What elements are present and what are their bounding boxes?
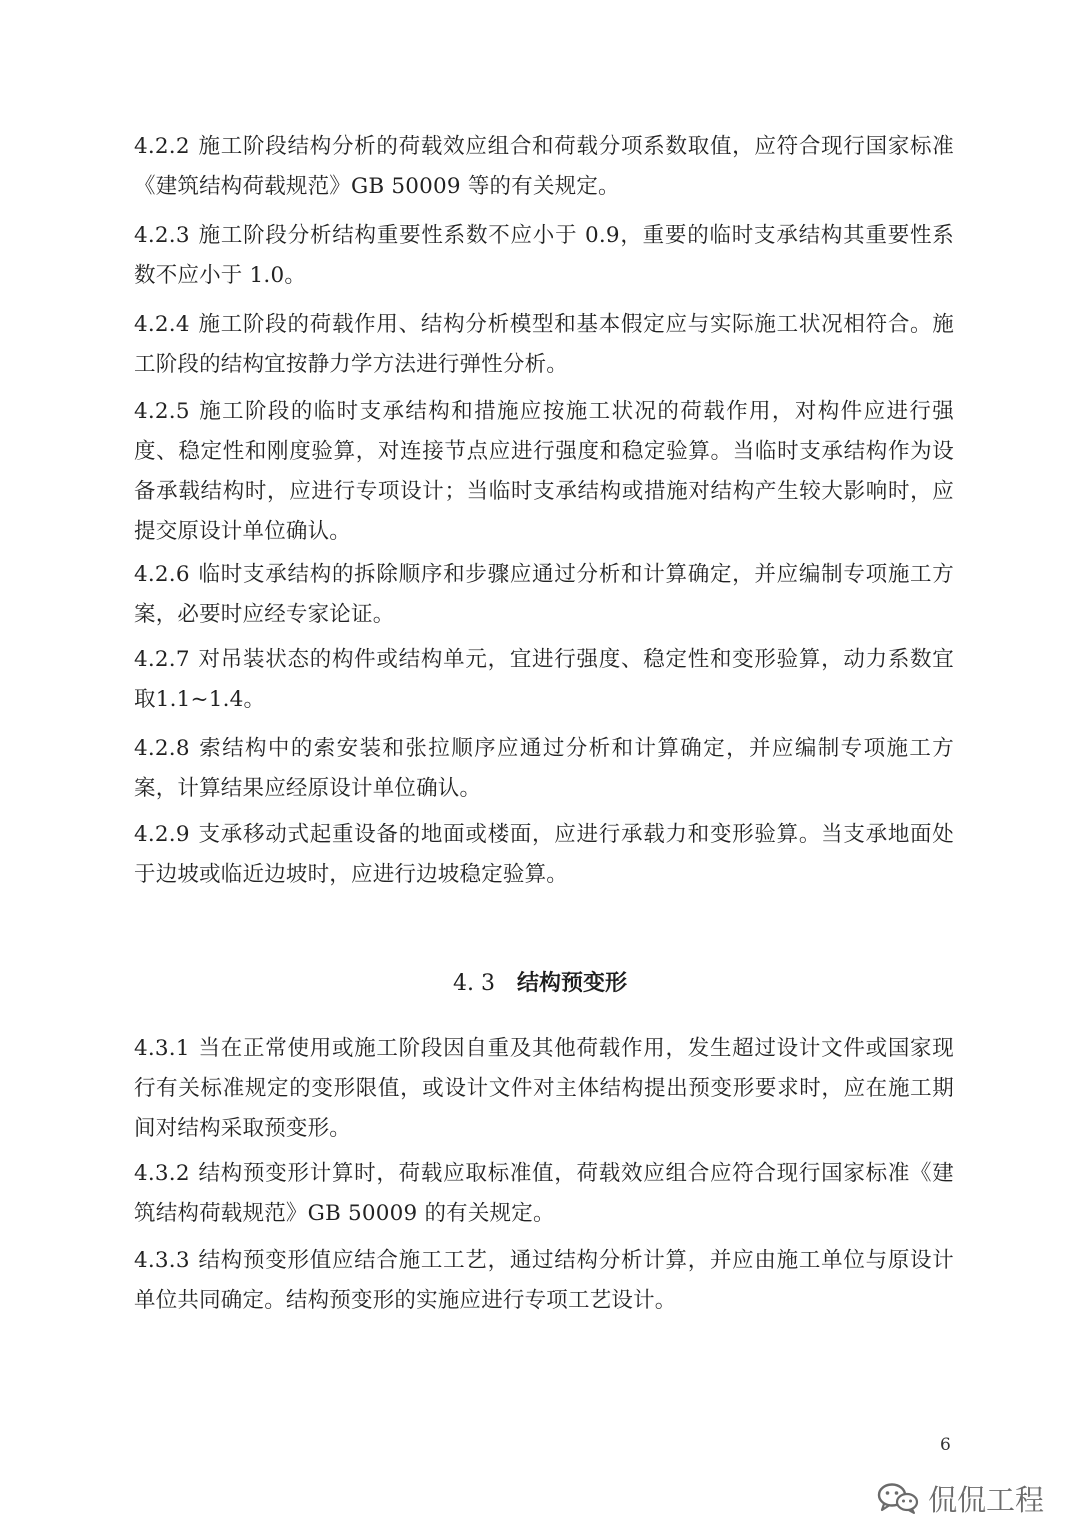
clause-text: 施工阶段结构分析的荷载效应组合和荷载分项系数取值，应符合现行国家标准《建筑结构荷载规范》GB 50009 等的有关规定。 xyxy=(134,134,954,199)
clause-4-3-1 xyxy=(134,1029,954,1149)
clause-number: 4.3.3 xyxy=(134,1248,190,1273)
clause-number: 4.3.2 xyxy=(134,1161,190,1186)
section-number: 4. 3 xyxy=(453,971,495,996)
clause-text: 施工阶段分析结构重要性系数不应小于 0.9，重要的临时支承结构其重要性系数不应小于 1.0。 xyxy=(134,223,954,288)
clause-4-3-3 xyxy=(134,1241,954,1321)
clause-4-2-6 xyxy=(134,555,954,635)
clause-number: 4.2.2 xyxy=(134,134,190,159)
clause-text: 支承移动式起重设备的地面或楼面，应进行承载力和变形验算。当支承地面处于边坡或临近边坡时，应进行边坡稳定验算。 xyxy=(134,822,954,887)
clause-4-3-2 xyxy=(134,1154,954,1234)
clause-4-2-5 xyxy=(134,392,954,552)
clause-number: 4.2.4 xyxy=(134,312,190,337)
clause-text: 施工阶段的临时支承结构和措施应按施工状况的荷载作用，对构件应进行强度、稳定性和刚度验算，对连接节点应进行强度和稳定验算。当临时支承结构作为设备承载结构时，应进行专项设计；当临时支承结构或措施对结构产生较大影响时，应提交原设计单位确认。 xyxy=(134,399,954,544)
wechat-icon xyxy=(876,1481,920,1515)
clause-number: 4.2.8 xyxy=(134,736,190,761)
clause-number: 4.2.5 xyxy=(134,399,190,424)
clause-4-2-4 xyxy=(134,305,954,385)
clause-text: 施工阶段的荷载作用、结构分析模型和基本假定应与实际施工状况相符合。施工阶段的结构宜按静力学方法进行弹性分析。 xyxy=(134,312,954,377)
page-number: 6 xyxy=(940,1435,951,1455)
watermark-text: 侃侃工程 xyxy=(928,1482,1045,1517)
clause-text: 当在正常使用或施工阶段因自重及其他荷载作用，发生超过设计文件或国家现行有关标准规定的变形限值，或设计文件对主体结构提出预变形要求时，应在施工期间对结构采取预变形。 xyxy=(134,1036,954,1141)
watermark xyxy=(876,1478,1044,1518)
clause-text: 结构预变形值应结合施工工艺，通过结构分析计算，并应由施工单位与原设计单位共同确定。结构预变形的实施应进行专项工艺设计。 xyxy=(134,1248,954,1313)
clause-number: 4.2.7 xyxy=(134,647,190,672)
section-heading xyxy=(0,964,1080,1004)
clause-4-2-3 xyxy=(134,216,954,296)
clause-number: 4.2.3 xyxy=(134,223,190,248)
section-title: 结构预变形 xyxy=(516,971,627,996)
clause-text: 结构预变形计算时，荷载应取标准值，荷载效应组合应符合现行国家标准《建筑结构荷载规范》GB 50009 的有关规定。 xyxy=(134,1161,954,1226)
clause-4-2-8 xyxy=(134,729,954,809)
clause-text: 临时支承结构的拆除顺序和步骤应通过分析和计算确定，并应编制专项施工方案，必要时应经专家论证。 xyxy=(134,562,954,627)
clause-4-2-9 xyxy=(134,815,954,895)
clause-text: 索结构中的索安装和张拉顺序应通过分析和计算确定，并应编制专项施工方案，计算结果应经原设计单位确认。 xyxy=(134,736,954,801)
clause-4-2-2 xyxy=(134,127,954,207)
clause-number: 4.2.6 xyxy=(134,562,190,587)
clause-number: 4.3.1 xyxy=(134,1036,190,1061)
clause-text: 对吊装状态的构件或结构单元，宜进行强度、稳定性和变形验算，动力系数宜取1.1~1.4。 xyxy=(134,647,954,712)
clause-number: 4.2.9 xyxy=(134,822,190,847)
clause-4-2-7 xyxy=(134,640,954,720)
